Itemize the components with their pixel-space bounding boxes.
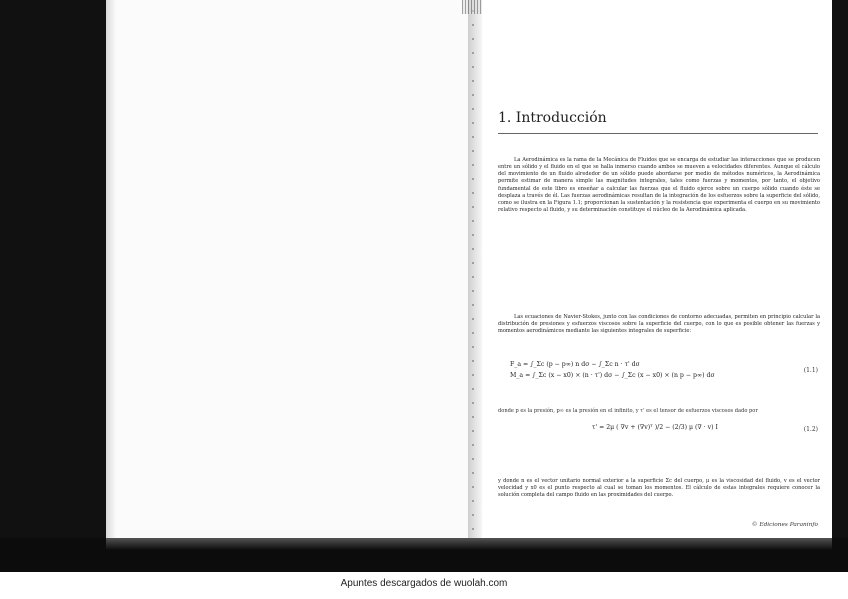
- right-page: [482, 0, 832, 548]
- book-gutter: [468, 0, 482, 545]
- equation-number-1-1: (1.1): [803, 367, 818, 374]
- scan-noise: [462, 0, 484, 14]
- paragraph-where: donde p es la presión, p∞ es la presión en el infinito, y τ' es el tensor de esfuerzos viscosos dado por: [498, 408, 758, 414]
- chapter-title: 1. Introducción: [498, 110, 607, 126]
- download-caption: Apuntes descargados de wuolah.com: [340, 578, 508, 589]
- equation-block-1-1: [510, 359, 820, 381]
- paragraph-navier-stokes: Las ecuaciones de Navier-Stokes, junto con las condiciones de contorno adecuadas, permiten en principio calcular la distribución de presiones y esfuerzos viscosos sobre la superficie del cuerpo, con lo que es posible obtener las fuerzas y momentos aerodinámicos mediante las siguientes integrales de superficie:: [498, 314, 820, 335]
- gutter-binding-marks: [472, 10, 474, 530]
- equation-force: F_a = ∫_Σc (p − p∞) n dσ − ∫_Σc n · τ' dσ: [510, 361, 640, 368]
- left-page-blank: [106, 0, 468, 538]
- page-bottom-shadow: [106, 538, 832, 550]
- paragraph-intro: La Aerodinámica es la rama de la Mecánica de Fluidos que se encarga de estudiar las interacciones que se producen entre un sólido y el fluido en el que se halla inmerso cuando ambos se mueven a velocidades diferentes. Aunque el cálculo del movimiento de un fluido alrededor de un sólido puede abordarse por medio de métodos numéricos, la Aerodinámica permite estimar de manera simple las magnitudes integrales, tales como fuerzas y momentos, por tanto, el objetivo fundamental de este libro es enseñar a calcular las fuerzas que el fluido ejerce sobre un cuerpo sólido cuando éste se desplaza a través de él. Las fuerzas aerodinámicas resultan de la integración de los esfuerzos sobre la superficie del sólido, como se ilustra en la Figura 1.1; proporcionan la sustentación y la resistencia que experimenta el cuerpo en su movimiento relativo respecto al fluido, y su determinación constituye el núcleo de la Aerodinámica aplicada.: [498, 157, 820, 214]
- scan-bottom-edge: [0, 538, 848, 572]
- equation-stress-tensor: τ' = 2μ ( ∇v + (∇v)ᵀ )/2 − (2/3) μ (∇ · v) I: [592, 424, 718, 431]
- title-rule: [498, 133, 818, 134]
- left-page-curl: [106, 0, 116, 538]
- paragraph-closing: y donde n es el vector unitario normal exterior a la superficie Σc del cuerpo, μ es la viscosidad del fluido, v es el vector velocidad y x0 es el punto respecto al cual se toman los momentos. El cálculo de estas integrales requiere conocer la solución completa del campo fluido en las proximidades del cuerpo.: [498, 478, 820, 499]
- equation-moment: M_a = ∫_Σc (x − x0) × (n · τ') dσ − ∫_Σc (x − x0) × (n p − p∞) dσ: [510, 372, 715, 379]
- publisher-footer: © Ediciones Paraninfo: [751, 522, 818, 528]
- equation-number-1-2: (1.2): [803, 426, 818, 433]
